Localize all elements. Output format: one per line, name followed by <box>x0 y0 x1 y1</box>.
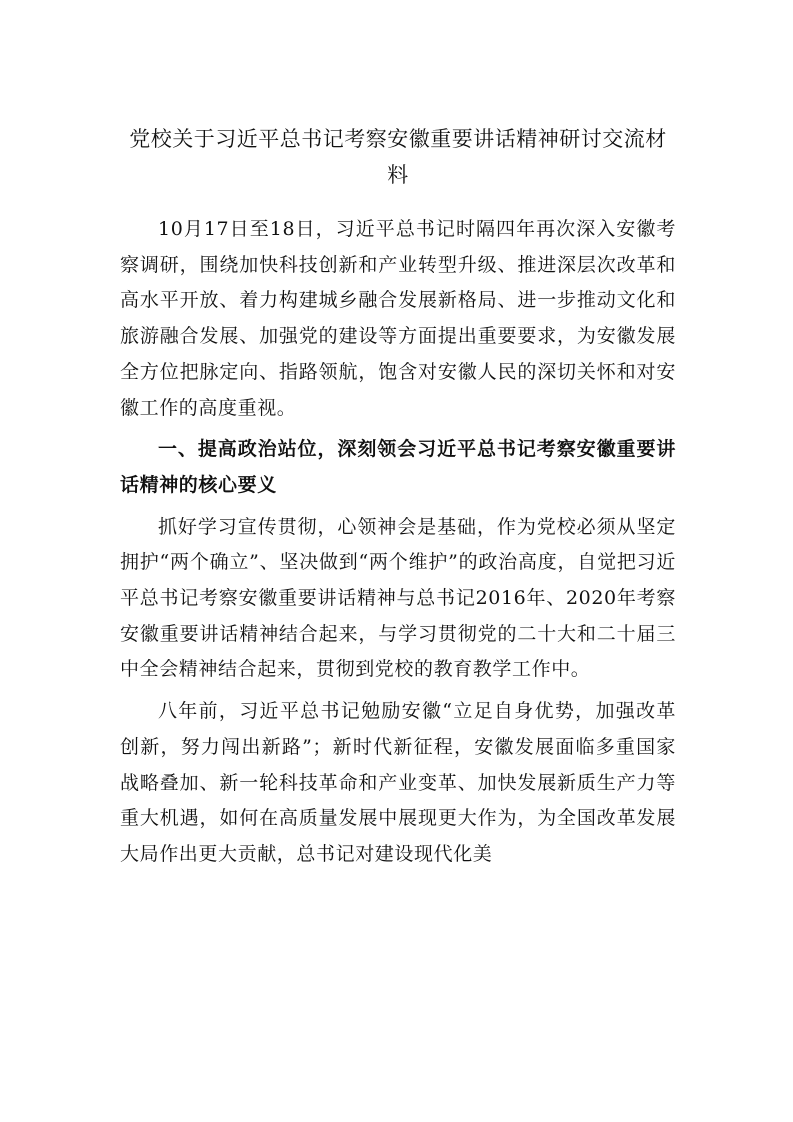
intro-paragraph: 10月17日至18日，习近平总书记时隔四年再次深入安徽考察调研，围绕加快科技创新和产业转型升级、推进深层次改革和高水平开放、着力构建城乡融合发展新格局、进一步推动文化和旅游融合发展、加强党的建设等方面提出重要要求，为安徽发展全方位把脉定向、指路领航，饱含对安徽人民的深切关怀和对安徽工作的高度重视。 <box>120 218 676 419</box>
document-title: 党校关于习近平总书记考察安徽重要讲话精神研讨交流材料 <box>129 127 667 187</box>
section-heading-1: 一、提高政治站位，深刻领会习近平总书记考察安徽重要讲话精神的核心要义 <box>120 438 676 496</box>
section1-paragraph-1: 抓好学习宣传贯彻，心领神会是基础，作为党校必须从坚定拥护“两个确立”、坚决做到“两个维护”的政治高度，自觉把习近平总书记考察安徽重要讲话精神与总书记2016年、2020年考察安徽重要讲话精神结合起来，与学习贯彻党的二十大和二十届三中全会精神结合起来，贯彻到党校的教育教学工作中。 <box>120 515 676 681</box>
section1-paragraph-2: 八年前，习近平总书记勉励安徽“立足自身优势，加强改革创新，努力闯出新路”；新时代新征程，安徽发展面临多重国家战略叠加、新一轮科技革命和产业变革、加快发展新质生产力等重大机遇，如何在高质量发展中展现更大作为，为全国改革发展大局作出更大贡献，总书记对建设现代化美 <box>120 700 676 865</box>
document-body <box>120 212 676 879</box>
